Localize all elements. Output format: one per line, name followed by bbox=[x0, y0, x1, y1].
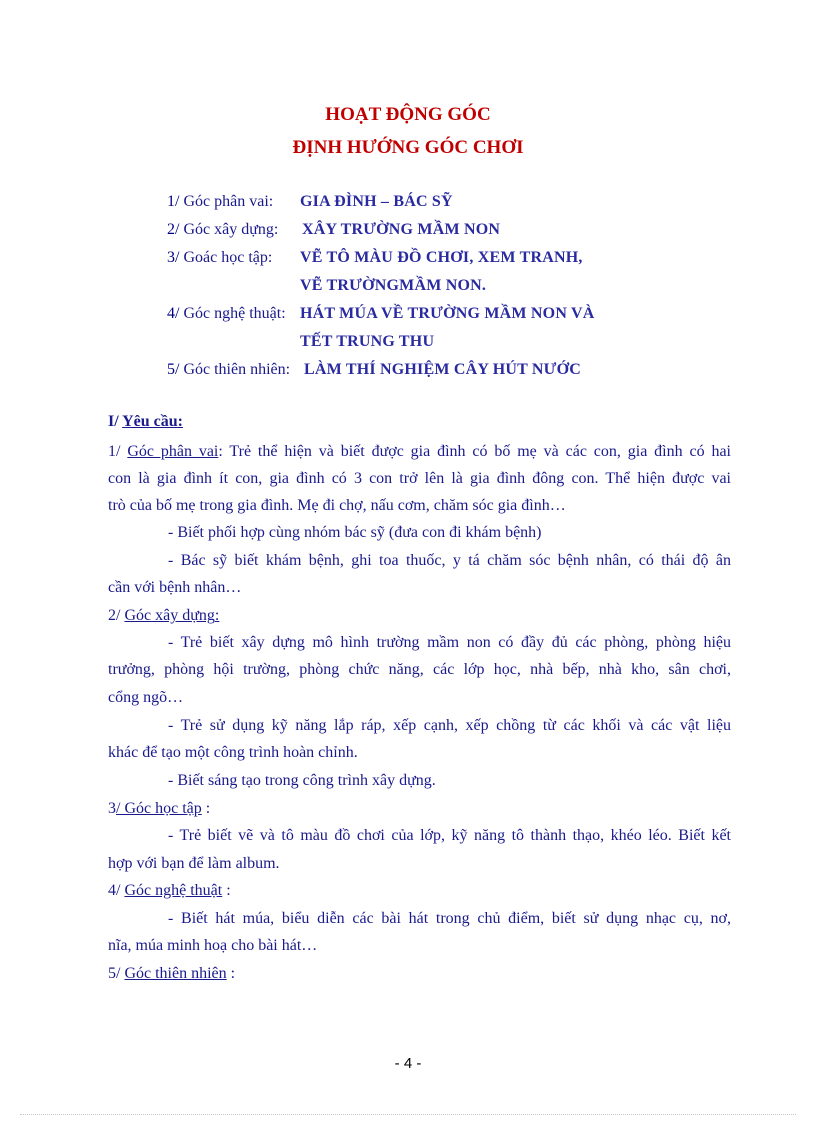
s5-colon: : bbox=[230, 965, 236, 982]
corner-value: VẼ TÔ MÀU ĐỒ CHƠI, XEM TRANH, bbox=[300, 249, 583, 266]
s3-colon: : bbox=[205, 800, 211, 817]
paragraph-line: con là gia đình ít con, gia đình có 3 con trở lên là gia đình đông con. Thể hiện được vai bbox=[108, 470, 731, 487]
s4-number: 4/ bbox=[108, 882, 121, 899]
corner-number: 4/ bbox=[167, 305, 180, 322]
corner-label: Góc phân vai: bbox=[183, 193, 274, 210]
corner-item bbox=[167, 361, 290, 379]
bullet-line: - Biết sáng tạo trong công trình xây dựng. bbox=[168, 772, 436, 789]
s4-heading bbox=[108, 882, 231, 900]
corner-label: Goác học tập: bbox=[183, 249, 273, 266]
section-heading-text: Yêu cầu: bbox=[122, 413, 183, 430]
corner-value: HÁT MÚA VỀ TRƯỜNG MẦM NON VÀ bbox=[300, 305, 595, 322]
corner-number: 3/ bbox=[167, 249, 180, 266]
bullet-line: - Biết hát múa, biểu diễn các bài hát trong chủ điểm, biết sử dụng nhạc cụ, nơ, bbox=[168, 910, 731, 927]
s2-title: Góc xây dựng bbox=[124, 607, 215, 624]
s4-colon: : bbox=[226, 882, 231, 899]
corner-number: 2/ bbox=[167, 221, 180, 238]
corner-item bbox=[167, 221, 278, 239]
page-number: - 4 - bbox=[394, 1055, 422, 1072]
corner-item bbox=[167, 193, 273, 211]
s5-title: Góc thiên nhiên bbox=[124, 965, 227, 982]
corner-item bbox=[167, 249, 272, 267]
section-heading bbox=[108, 413, 183, 431]
s4-title: Góc nghệ thuật bbox=[124, 882, 223, 899]
s1-text: : Trẻ thể hiện và biết được gia đình có bố mẹ và các con, gia đình có hai bbox=[218, 443, 731, 460]
corner-value: XÂY TRƯỜNG MẦM NON bbox=[302, 221, 501, 238]
s2-colon: : bbox=[214, 607, 220, 624]
paragraph-line: cần với bệnh nhân… bbox=[108, 579, 242, 596]
corner-value: GIA ĐÌNH – BÁC SỸ bbox=[300, 193, 453, 210]
s5-number: 5/ bbox=[108, 965, 121, 982]
corner-number: 1/ bbox=[167, 193, 180, 210]
corner-item bbox=[167, 305, 286, 323]
paragraph-line: hợp với bạn để làm album. bbox=[108, 855, 280, 872]
corner-value: LÀM THÍ NGHIỆM CÂY HÚT NƯỚC bbox=[304, 361, 581, 378]
page-subtitle: ĐỊNH HƯỚNG GÓC CHƠI bbox=[292, 137, 524, 158]
bullet-line: - Trẻ biết xây dựng mô hình trường mầm non có đầy đủ các phòng, phòng hiệu bbox=[168, 634, 731, 651]
page-title: HOẠT ĐỘNG GÓC bbox=[325, 104, 491, 125]
section-heading-prefix: I/ bbox=[108, 413, 119, 430]
s1-number: 1/ bbox=[108, 443, 121, 460]
bullet-line: - Trẻ sử dụng kỹ năng lắp ráp, xếp cạnh, xếp chồng từ các khối và các vật liệu bbox=[168, 717, 731, 734]
paragraph-line: trò của bố mẹ trong gia đình. Mẹ đi chợ, nấu cơm, chăm sóc gia đình… bbox=[108, 497, 566, 514]
bullet-line: - Bác sỹ biết khám bệnh, ghi toa thuốc, y tá chăm sóc bệnh nhân, có thái độ ân bbox=[168, 552, 731, 569]
paragraph-line: trưởng, phòng hội trường, phòng chức năng, các lớp học, nhà bếp, nhà kho, sân chơi, bbox=[108, 661, 731, 678]
corner-value-cont: VẼ TRƯỜNGMẦM NON. bbox=[300, 277, 487, 294]
page-bottom-divider bbox=[20, 1114, 796, 1115]
corner-number: 5/ bbox=[167, 361, 180, 378]
s1-first-line bbox=[108, 443, 731, 461]
corner-label: Góc xây dựng: bbox=[183, 221, 279, 238]
paragraph-line: nĩa, múa minh hoạ cho bài hát… bbox=[108, 937, 318, 954]
s3-heading bbox=[108, 800, 210, 818]
corner-label: Góc nghệ thuật: bbox=[183, 305, 286, 322]
corner-value-cont: TẾT TRUNG THU bbox=[300, 333, 435, 350]
corner-label: Góc thiên nhiên: bbox=[183, 361, 291, 378]
s2-number: 2/ bbox=[108, 607, 121, 624]
bullet-line: - Biết phối hợp cùng nhóm bác sỹ (đưa con đi khám bệnh) bbox=[168, 524, 542, 541]
paragraph-line: khác để tạo một công trình hoàn chỉnh. bbox=[108, 744, 358, 761]
s2-heading bbox=[108, 607, 219, 625]
s3-number: 3 bbox=[108, 800, 116, 817]
s5-heading bbox=[108, 965, 235, 983]
paragraph-line: cổng ngõ… bbox=[108, 689, 184, 706]
s1-title: Góc phân vai bbox=[127, 443, 219, 460]
bullet-line: - Trẻ biết vẽ và tô màu đồ chơi của lớp, kỹ năng tô thành thạo, khéo léo. Biết kết bbox=[168, 827, 731, 844]
s3-title: / Góc học tập bbox=[116, 800, 202, 817]
